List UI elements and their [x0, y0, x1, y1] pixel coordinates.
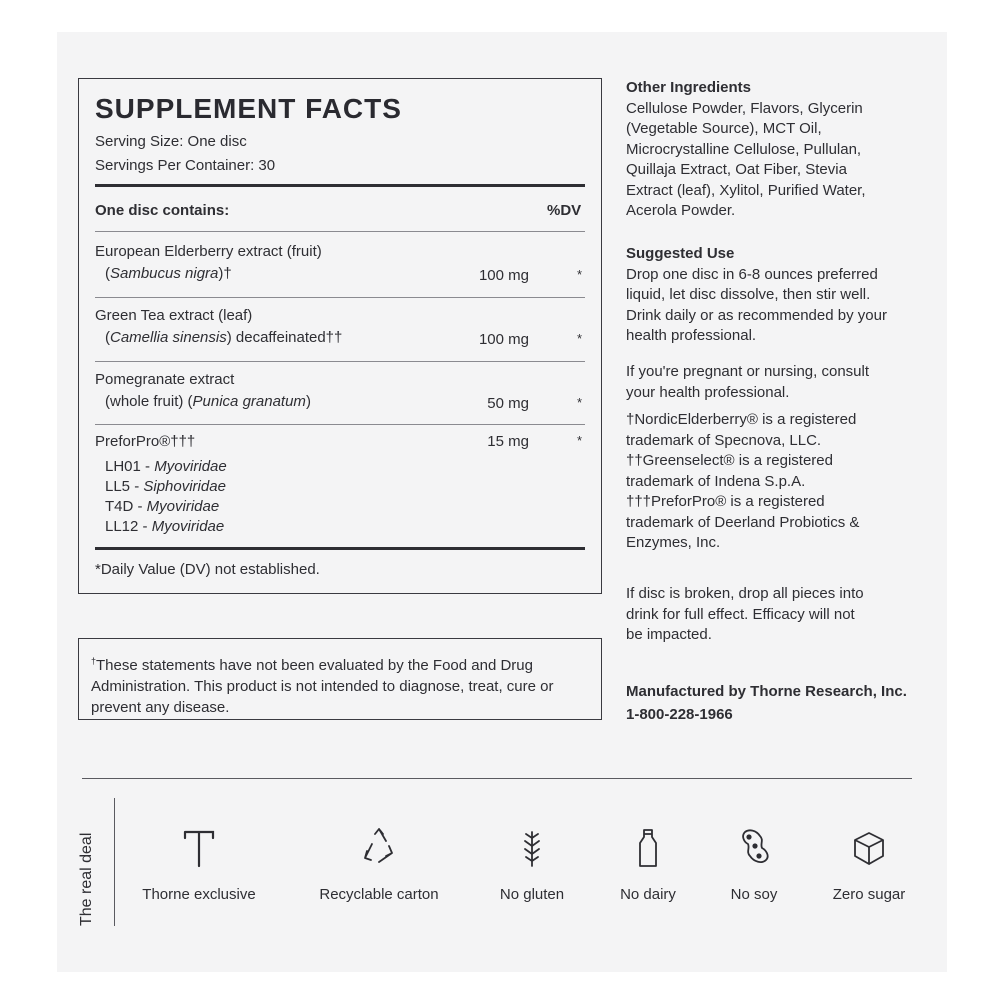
badge-no-gluten: No gluten [457, 826, 607, 870]
thorne-t-icon [179, 826, 219, 870]
amount-preforpro: 15 mg [487, 433, 529, 450]
section-divider [82, 778, 912, 779]
facts-title: SUPPLEMENT FACTS [95, 93, 402, 124]
ingredient-elderberry: European Elderberry extract (fruit) (Sambucus nigra)† [95, 243, 322, 282]
pregnancy-warning: If you're pregnant or nursing, consult your health professional. [626, 363, 870, 401]
badge-thorne-exclusive: Thorne exclusive [124, 826, 274, 870]
dv-footnote: *Daily Value (DV) not established. [95, 561, 320, 578]
soybean-icon [736, 826, 772, 870]
suggested-use-heading: Suggested Use [626, 245, 735, 262]
serving-size: Serving Size: One disc [95, 133, 247, 150]
dv-pomegranate: * [577, 395, 583, 410]
dv-green-tea: * [577, 331, 583, 346]
ingredient-preforpro: PreforPro®††† [95, 433, 196, 450]
other-ingredients: Other Ingredients Cellulose Powder, Flavors, Glycerin (Vegetable Source), MCT Oil, Microcrystalline Cellulose, Pullulan, Quillaja Extract, Oat Fiber, Stevia Extract (leaf), Xylitol, Purified Water, Acerola Powder. [626, 78, 946, 222]
vertical-divider [114, 798, 115, 926]
real-deal-label: The real deal [78, 832, 95, 926]
phage-strain: LH01 - Myoviridae [105, 458, 227, 475]
row-divider [95, 424, 585, 425]
badge-no-dairy: No dairy [573, 826, 723, 870]
amount-green-tea: 100 mg [478, 331, 529, 348]
thick-rule [95, 547, 585, 550]
manufacturer-info [626, 680, 946, 726]
phage-strain: LL5 - Siphoviridae [105, 478, 226, 495]
manufacturer-line: Manufactured by Thorne Research, Inc. [626, 683, 907, 700]
row-divider [95, 361, 585, 362]
fda-text: These statements have not been evaluated by the Food and Drug Administration. This product is not intended to diagnose, treat, cure or prevent any disease. [91, 657, 554, 716]
amount-pomegranate: 50 mg [487, 395, 529, 412]
column-header-dv: %DV [547, 202, 582, 219]
dv-elderberry: * [577, 267, 583, 282]
fda-disclaimer [78, 638, 602, 720]
servings-per-container: Servings Per Container: 30 [95, 157, 276, 174]
column-header-contains: One disc contains: [95, 202, 230, 219]
badge-no-soy: No soy [679, 826, 829, 870]
badge-zero-sugar: Zero sugar [794, 826, 944, 870]
row-divider [95, 231, 585, 232]
row-divider [95, 297, 585, 298]
supplement-facts-panel [78, 78, 602, 594]
phage-strain: LL12 - Myoviridae [105, 518, 225, 535]
wheat-icon [517, 826, 547, 870]
dv-preforpro: * [577, 433, 583, 448]
amount-elderberry: 100 mg [478, 267, 529, 284]
milk-bottle-icon [633, 826, 663, 870]
dagger-mark: † [91, 656, 97, 666]
other-ingredients-heading: Other Ingredients [626, 79, 752, 96]
trademark-notices: †NordicElderberry® is a registered trademark of Specnova, LLC. ††Greenselect® is a registered trademark of Indena S.p.A. †††PreforPro® is a registered trademark of Deerland Probiotics & Enzymes, Inc. [626, 411, 860, 551]
phage-strain: T4D - Myoviridae [105, 498, 220, 515]
broken-disc-note: If disc is broken, drop all pieces into drink for full effect. Efficacy will not be impacted. [626, 585, 864, 643]
ingredient-green-tea: Green Tea extract (leaf) (Camellia sinensis) decaffeinated†† [95, 307, 343, 346]
recycle-icon [357, 826, 401, 870]
suggested-use: Suggested Use Drop one disc in 6-8 ounces preferred liquid, let disc dissolve, then stir well. Drink daily or as recommended by your health professional. [626, 244, 946, 347]
phone-number: 1-800-228-1966 [626, 706, 733, 723]
sugar-cube-icon [847, 826, 891, 870]
ingredient-pomegranate: Pomegranate extract (whole fruit) (Punica granatum) [95, 371, 311, 410]
thick-rule [95, 184, 585, 187]
badge-recyclable-carton: Recyclable carton [304, 826, 454, 870]
